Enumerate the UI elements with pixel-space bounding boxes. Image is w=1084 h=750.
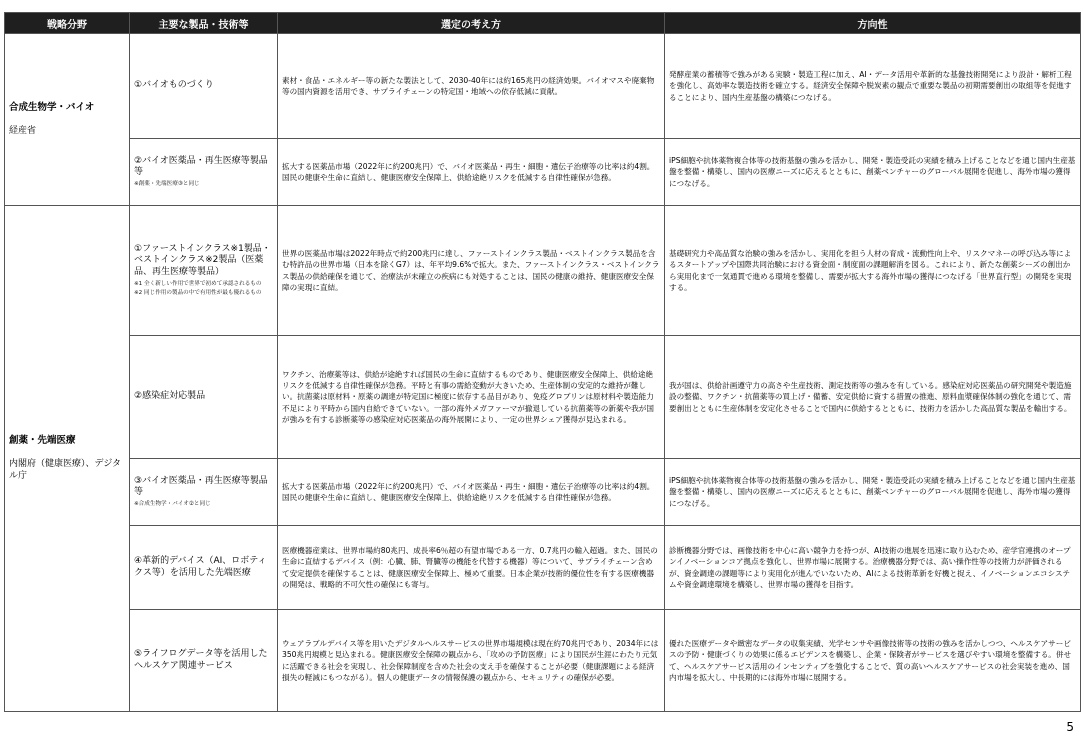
direction-cell: iPS細胞や抗体薬物複合体等の技術基盤の強みを活かし、開発・製造受託の実績を積み上げることなどを通じ国内生産基盤を整備・構築し、国内の医療ニーズに応えるとともに、創薬ベンチャーのグローバル展開を促進し、海外市場の獲得につなげる。 [665, 139, 1081, 206]
product-label: ①バイオものづくり [134, 80, 214, 91]
rationale-cell: 拡大する医薬品市場（2022年に約200兆円）で、バイオ医薬品・再生・細胞・遺伝子治療等の比率は約4割。国民の健康や生命に直結し、健康医療安全保障上、供給途絶リスクを低減する自律性確保が急務。 [278, 459, 665, 526]
header-product: 主要な製品・技術等 [130, 13, 278, 34]
direction-cell: 発酵産業の蓄積等で強みがある実験・製造工程に加え、AI・データ活用や革新的な基盤技術開発により設計・解析工程を強化し、高効率な製造技術を確立する。経済安全保障や脱炭素の観点で重要な製品の初期需要創出の取組等を促進することにより、国内生産基盤の構築につなげる。 [665, 34, 1081, 139]
page-number: 5 [1066, 720, 1074, 734]
product-note: ※合成生物学・バイオ②と同じ [134, 501, 211, 508]
direction-cell: 診断機器分野では、画像技術を中心に高い競争力を持つが、AI技術の進展を迅速に取り込むため、産学官連携のオープンイノベーションコア拠点を強化し、世界市場に展開する。治療機器分野では、高い操作性等の技術力が評価されるが、資金調達の課題等により実用化が進んでいないため、AIによる技術革新を好機と捉え、イノベーションエコシステムや資金調達環境を構築し、世界市場の獲得を目指す。 [665, 526, 1081, 610]
product-cell [130, 610, 278, 712]
product-cell [130, 139, 278, 206]
direction-cell: 優れた医療データや緻密なデータの収集実績、光学センサや画像技術等の技術の強みを活かしつつ、ヘルスケアサービスの予防・健康づくりの効果に係るエビデンスを構築し、企業・保険者がサービスを選びやすい環境を整備する。併せて、ヘルスケアサービス活用のインセンティブを強化することで、質の高いヘルスケアサービスの社会実装を進め、国内市場を拡大し、中長期的には海外市場に展開する。 [665, 610, 1081, 712]
strategy-table [4, 12, 1081, 712]
product-label: ③バイオ医薬品・再生医療等製品等 [134, 475, 268, 498]
direction-cell: 我が国は、供給計画遵守力の高さや生産技術、測定技術等の強みを有している。感染症対応医薬品の研究開発や製造施設の整備、ワクチン・抗菌薬等の買上げ・備蓄、安定供給に資する措置の推進、原料血漿確保体制の強化を通じて、需要創出とともに生産体制を安定化させることで国内に供給するとともに、技術力を活かした高品質な製品を輸出する。 [665, 336, 1081, 459]
rationale-cell: 拡大する医薬品市場（2022年に約200兆円）で、バイオ医薬品・再生・細胞・遺伝子治療等の比率は約4割。国民の健康や生命に直結し、健康医療安全保障上、供給途絶リスクを低減する自律性確保が急務。 [278, 139, 665, 206]
product-cell [130, 206, 278, 336]
header-row [5, 13, 1081, 34]
field-cell [5, 34, 130, 206]
field-name: 合成生物学・バイオ [9, 101, 95, 113]
product-note: ※創薬・先端医療③と同じ [134, 181, 200, 188]
rationale-cell: 素材・食品・エネルギー等の新たな製法として、2030-40年には約165兆円の経済効果。バイオマスや廃棄物等の国内資源を活用でき、サプライチェーンの特定国・地域への依存低減に貢献。 [278, 34, 665, 139]
product-note: ※1 全く新しい作用で世界で初めて承認されるもの [134, 280, 262, 287]
table-row [5, 459, 1081, 526]
product-cell [130, 336, 278, 459]
rationale-cell: ウェアラブルデバイス等を用いたデジタルヘルスサービスの世界市場規模は現在約70兆円であり、2034年には350兆円規模と見込まれる。健康医療安全保障の観点から、「攻めの予防医療」により国民が生涯にわたり元気に活躍できる社会を実現し、社会保障制度を含めた社会の支え手を確保することが必要（健康課題による経済損失の軽減にもつながる）。個人の健康データの情報保護の観点から、セキュリティの確保が必要。 [278, 610, 665, 712]
direction-cell: 基礎研究力や高品質な治験の強みを活かし、実用化を担う人材の育成・流動性向上や、リスクマネーの呼び込み等によるスタートアップや国際共同治験における資金面・制度面の課題解消を図る。これにより、新たな創薬シーズの創出から実用化まで一気通貫で進める環境を整備し、需要が拡大する海外市場の獲得につなげる「世界直行型」の開発を実現する。 [665, 206, 1081, 336]
product-note: ※2 同じ作用の製品の中で有用性が最も優れるもの [134, 290, 262, 297]
product-label: ④革新的デバイス（AI、ロボティクス等）を活用した先端医療 [134, 555, 267, 578]
header-field: 戦略分野 [5, 13, 130, 34]
field-name: 創薬・先端医療 [9, 434, 76, 446]
product-label: ②バイオ医薬品・再生医療等製品等 [134, 155, 268, 178]
field-ministry: 経産省 [9, 126, 37, 137]
product-label: ⑤ライフログデータ等を活用したヘルスケア関連サービス [134, 648, 268, 671]
rationale-cell: 世界の医薬品市場は2022年時点で約200兆円に達し、ファーストインクラス製品・ベストインクラス製品を含む特許品の世界市場（日本を除くG7）は、年平均9.6%で拡大。また、ファーストインクラス・ベストインクラス製品の供給確保を通じて、治療法が未確立の疾病にも対処することは、国民の健康の維持、健康医療安全保障の実現に直結。 [278, 206, 665, 336]
header-rationale: 選定の考え方 [278, 13, 665, 34]
product-label: ②感染症対応製品 [134, 391, 206, 402]
product-cell [130, 34, 278, 139]
header-direction: 方向性 [665, 13, 1081, 34]
table-row [5, 610, 1081, 712]
table-row [5, 34, 1081, 139]
table-row [5, 206, 1081, 336]
rationale-cell: ワクチン、治療薬等は、供給が途絶すれば国民の生命に直結するものであり、健康医療安全保障上、供給途絶リスクを低減する自律性確保が急務。平時と有事の需給変動が大きいため、生産体制の安定的な維持が難しい。抗菌薬は原材料・原薬の調達が特定国に極度に依存する品目があり、免疫グロブリンは原材料や製造能力不足により平時から国内自給できていない。一部の海外メガファーマが撤退している抗菌薬等の新薬や我が国が強みを有する診断薬等の感染症対応医薬品の海外展開により、一定の世界シェア獲得が見込まれる。 [278, 336, 665, 459]
table-row [5, 526, 1081, 610]
product-cell [130, 526, 278, 610]
direction-cell: iPS細胞や抗体薬物複合体等の技術基盤の強みを活かし、開発・製造受託の実績を積み上げることなどを通じ国内生産基盤を整備・構築し、国内の医療ニーズに応えるとともに、創薬ベンチャーのグローバル展開を促進し、海外市場の獲得につなげる。 [665, 459, 1081, 526]
table-row [5, 139, 1081, 206]
field-cell [5, 206, 130, 712]
product-cell [130, 459, 278, 526]
product-label: ①ファーストインクラス※1製品・ベストインクラス※2製品（医薬品、再生医療等製品） [134, 243, 271, 278]
table-row [5, 336, 1081, 459]
field-ministry: 内閣府（健康医療）、デジタル庁 [9, 459, 121, 482]
rationale-cell: 医療機器産業は、世界市場約80兆円、成長率6％超の有望市場である一方、0.7兆円の輸入超過。また、国民の生命に直結するデバイス（例：心臓、肺、腎臓等の機能を代替する機器）等について、サプライチェーン含めて安定提供を確保することは、健康医療安全保障上、極めて重要。日本企業が技術的優位性を有する医療機器の開発は、戦略的不可欠性の確保にも寄与。 [278, 526, 665, 610]
